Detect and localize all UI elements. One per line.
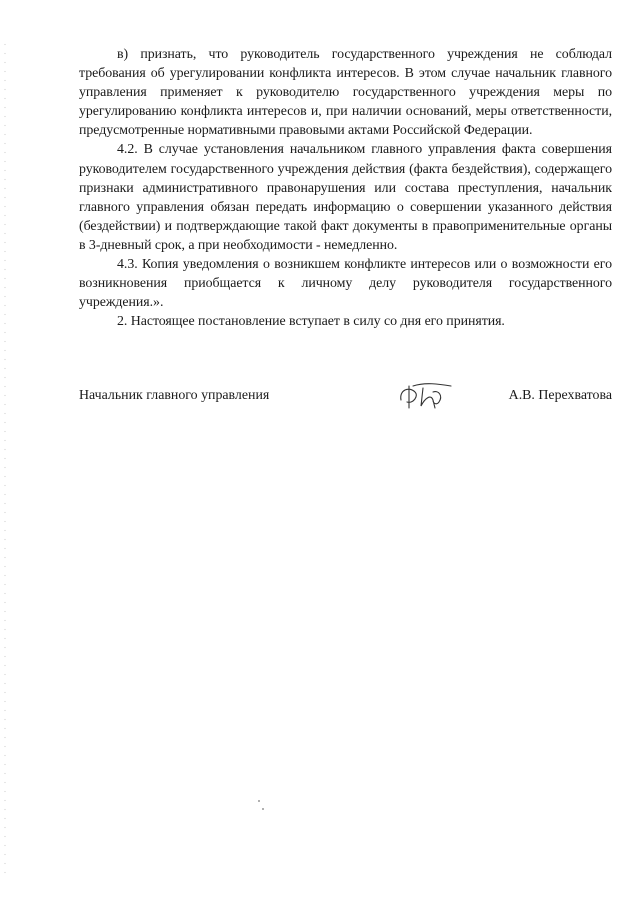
scan-speck <box>262 808 264 810</box>
handwritten-signature <box>395 380 455 414</box>
paragraph-4-2: 4.2. В случае установления начальником главного управления факта совершения руководителем государственного учреждения действия (факта бездействия), содержащего признаки административного правонарушения или состава преступления, начальник главного управления обязан передать информацию о совершении указанного действия (бездействии) и подтверждающие такой факт документы в правоприменительные органы в 3-дневный срок, а при необходимости - немедленно. <box>79 142 612 253</box>
scan-margin-artifact <box>4 40 6 880</box>
paragraph-effective-date: 2. Настоящее постановление вступает в силу со дня его принятия. <box>117 314 505 330</box>
signatory-title: Начальник главного управления <box>79 388 270 403</box>
scan-speck <box>258 800 260 802</box>
paragraph-item-v: в) признать, что руководитель государственного учреждения не соблюдал требования об урегулировании конфликта интересов. В этом случае начальник главного управления применяет к руководителю государственного учреждения меры по урегулированию конфликта интересов и, при наличии оснований, меры ответственности, предусмотренные нормативными правовыми актами Российской Федерации. <box>79 47 612 139</box>
signature-block <box>79 388 612 418</box>
document-body <box>79 45 612 331</box>
paragraph-4-3: 4.3. Копия уведомления о возникшем конфликте интересов или о возможности его возникновения приобщается к личному делу руководителя государственного учреждения.». <box>79 257 612 311</box>
signatory-name: А.В. Перехватова <box>508 388 612 403</box>
